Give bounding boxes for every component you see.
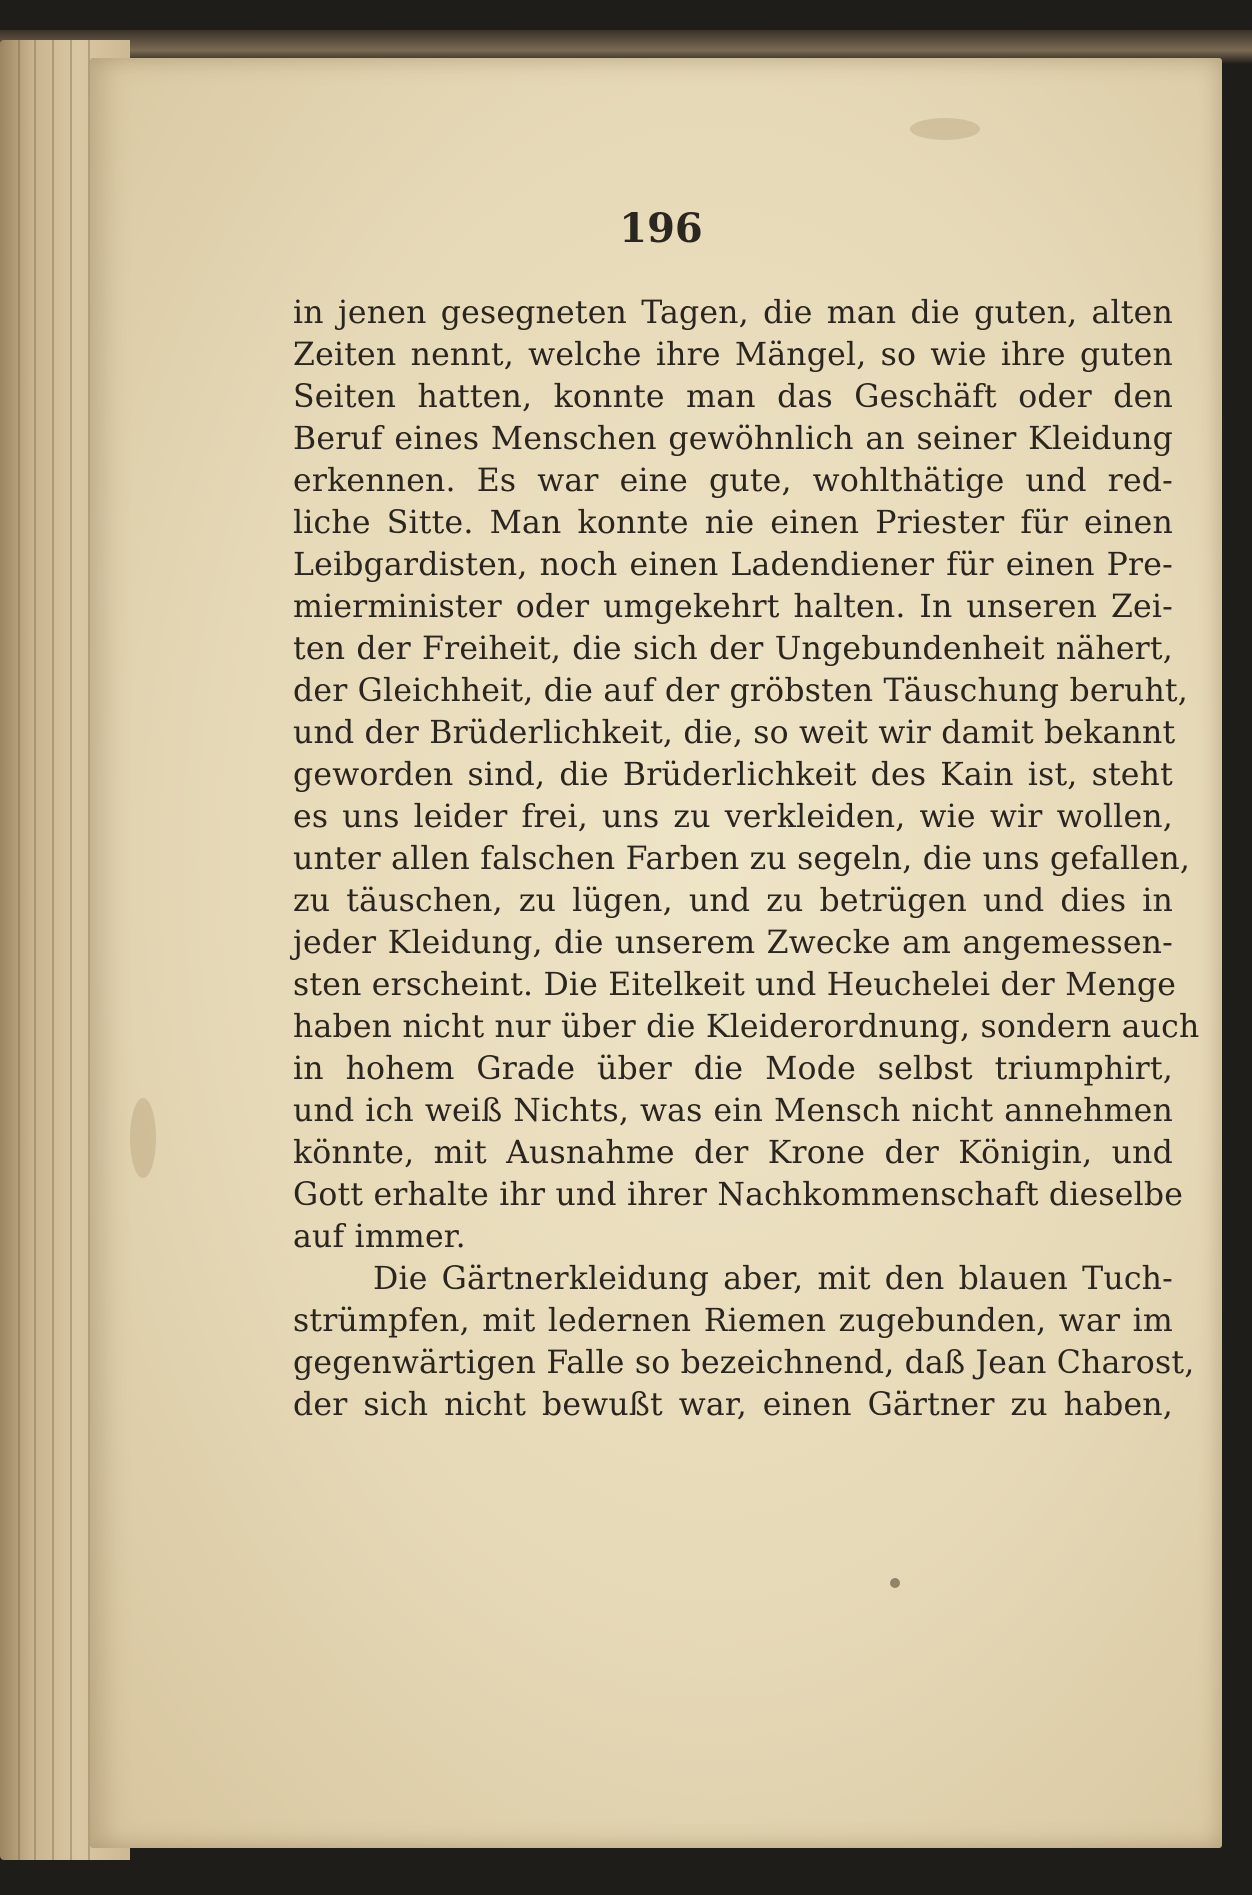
text-line: jeder Kleidung, die unserem Zwecke am angemessen- <box>293 925 1173 961</box>
text-line: haben nicht nur über die Kleiderordnung, sondern auch <box>293 1009 1200 1045</box>
body-text <box>293 292 1200 1426</box>
paragraph-end-line: auf immer. <box>293 1219 466 1255</box>
text-line: es uns leider frei, uns zu verkleiden, wie wir wollen, <box>293 799 1173 835</box>
text-line: erkennen. Es war eine gute, wohlthätige und red- <box>293 463 1173 499</box>
text-line: zu täuschen, zu lügen, und zu betrügen und dies in <box>293 883 1173 919</box>
paragraph-start-line: Die Gärtnerkleidung aber, mit den blauen Tuch- <box>373 1261 1173 1297</box>
text-line: der Gleichheit, die auf der gröbsten Täuschung beruht, <box>293 673 1188 709</box>
text-line: gegenwärtigen Falle so bezeichnend, daß Jean Charost, <box>293 1345 1195 1381</box>
text-line: Seiten hatten, konnte man das Geschäft oder den <box>293 379 1173 415</box>
text-line: und der Brüderlichkeit, die, so weit wir damit bekannt <box>293 715 1176 751</box>
text-line: strümpfen, mit ledernen Riemen zugebunden, war im <box>293 1303 1173 1339</box>
text-line: und ich weiß Nichts, was ein Mensch nicht annehmen <box>293 1093 1173 1129</box>
page-number: 196 <box>619 205 703 252</box>
text-line: liche Sitte. Man konnte nie einen Priester für einen <box>293 505 1173 541</box>
text-line: unter allen falschen Farben zu segeln, die uns gefallen, <box>293 841 1191 877</box>
text-line: Gott erhalte ihr und ihrer Nachkommenschaft dieselbe <box>293 1177 1184 1213</box>
ink-dot <box>890 1578 900 1588</box>
text-line: Leibgardisten, noch einen Ladendiener für einen Pre- <box>293 547 1173 583</box>
stain <box>130 1098 156 1178</box>
text-line: sten erscheint. Die Eitelkeit und Heuchelei der Menge <box>293 967 1177 1003</box>
text-line: Beruf eines Menschen gewöhnlich an seiner Kleidung <box>293 421 1173 457</box>
text-line: der sich nicht bewußt war, einen Gärtner zu haben, <box>293 1387 1173 1423</box>
text-line: ten der Freiheit, die sich der Ungebundenheit nähert, <box>293 631 1173 667</box>
text-line: mierminister oder umgekehrt halten. In unseren Zei- <box>293 589 1173 625</box>
text-line: geworden sind, die Brüderlichkeit des Kain ist, steht <box>293 757 1173 793</box>
text-line: in hohem Grade über die Mode selbst triumphirt, <box>293 1051 1173 1087</box>
text-line: Zeiten nennt, welche ihre Mängel, so wie ihre guten <box>293 337 1173 373</box>
stain <box>910 118 980 140</box>
text-line: könnte, mit Ausnahme der Krone der Königin, und <box>293 1135 1173 1171</box>
text-line: in jenen gesegneten Tagen, die man die guten, alten <box>293 295 1173 331</box>
